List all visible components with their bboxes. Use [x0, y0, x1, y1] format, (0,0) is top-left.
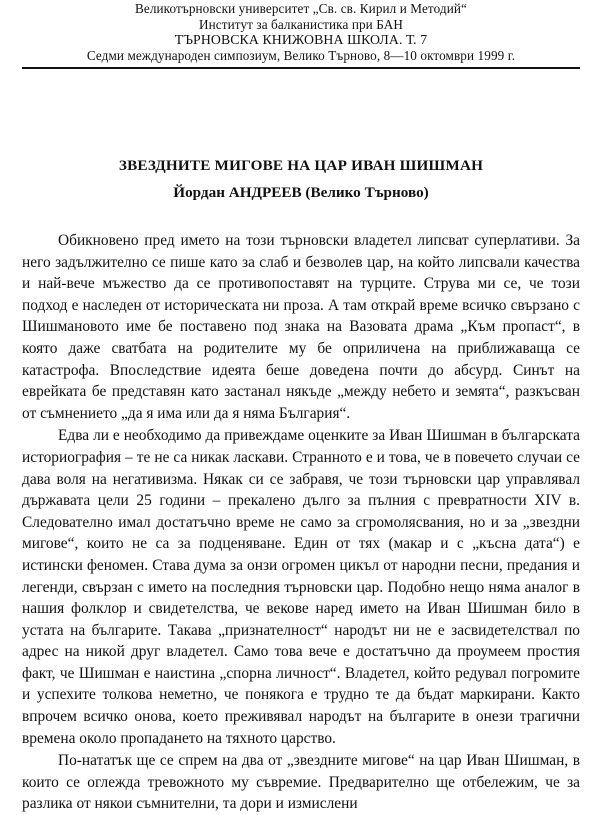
- institute-line: Институт за балканистика при БАН: [199, 16, 403, 32]
- article-author: Йордан АНДРЕЕВ (Велико Търново): [173, 184, 429, 201]
- paragraph: Едва ли е необходимо да привеждаме оценките за Иван Шишман в българската историография – те не са никак ласкави. Странното е и това, че в повечето случаи се дава воля на негативизма. Някак си се забравя, че този търновски цар управлявал държавата цели 25 години – прекалено дълго за пълния с превратности XIV в. Следователно имал достатъчно време не само за сгромолясвания, но и за „звездни мигове“, които не са за подценяване. Един от тях (макар и с „късна дата“) е истински феномен. Става дума за онзи огромен цикъл от народни песни, предания и легенди, свързан с името на последния търновски цар. Подобно нещо няма аналог в нашия фолклор и свидетелства, че векове наред името на Иван Шишман било в устата на българите. Такава „признателност“ народът ни не е засвидетелствал по адрес на никой друг владетел. Само това вече е достатъчно да проумеем простия факт, че Шишман е наистина „спорна личност“. Владетел, който редувал погромите и успехите толкова неметно, че понякога е трудно те да бъдат маркирани. Както впрочем всичко онова, което преживявал народът на българите в онези трагични времена около пропадането на тяхното царство.: [22, 427, 580, 747]
- header-rule: [22, 67, 580, 69]
- publication-header: [22, 0, 580, 69]
- article-body: [22, 230, 580, 815]
- series-line: ТЪРНОВСКА КНИЖОВНА ШКОЛА. Т. 7: [174, 32, 428, 47]
- university-line: Великотърновски университет „Св. св. Кирил и Методий“: [135, 1, 467, 16]
- paragraph: Обикновено пред името на този търновски владетел липсват суперлативи. За него задължително се пише като за слаб и безволев цар, на който липсвали качества и най-вече мъжество да се противопоставят на турците. Струва ми се, че този подход е наследен от историческата ни проза. А там открай време всичко свързано с Шишмановото име бе поставено под знака на Вазовата драма „Към пропаст“, в която даже сватбата на родителите му бе оприличена на приближаваща се катастрофа. Впоследствие идеята беше доведена почти до абсурд. Синът на еврейката бе представян като застанал някъде „между небето и земята“, разкъсван от съмнението „да я има или да я няма България“.: [22, 232, 580, 422]
- paragraph: По-нататък ще се спрем на два от „звездните мигове“ на цар Иван Шишман, в които се оглежда тревожното му съвремие. Предварително ще отбележим, че за разлика от някои съмнителни, та дори и измислени: [22, 752, 580, 813]
- article-title: ЗВЕЗДНИТЕ МИГОВЕ НА ЦАР ИВАН ШИШМАН: [118, 157, 484, 174]
- symposium-line: Седми международен симпозиум, Велико Търново, 8—10 октомври 1999 г.: [86, 47, 516, 63]
